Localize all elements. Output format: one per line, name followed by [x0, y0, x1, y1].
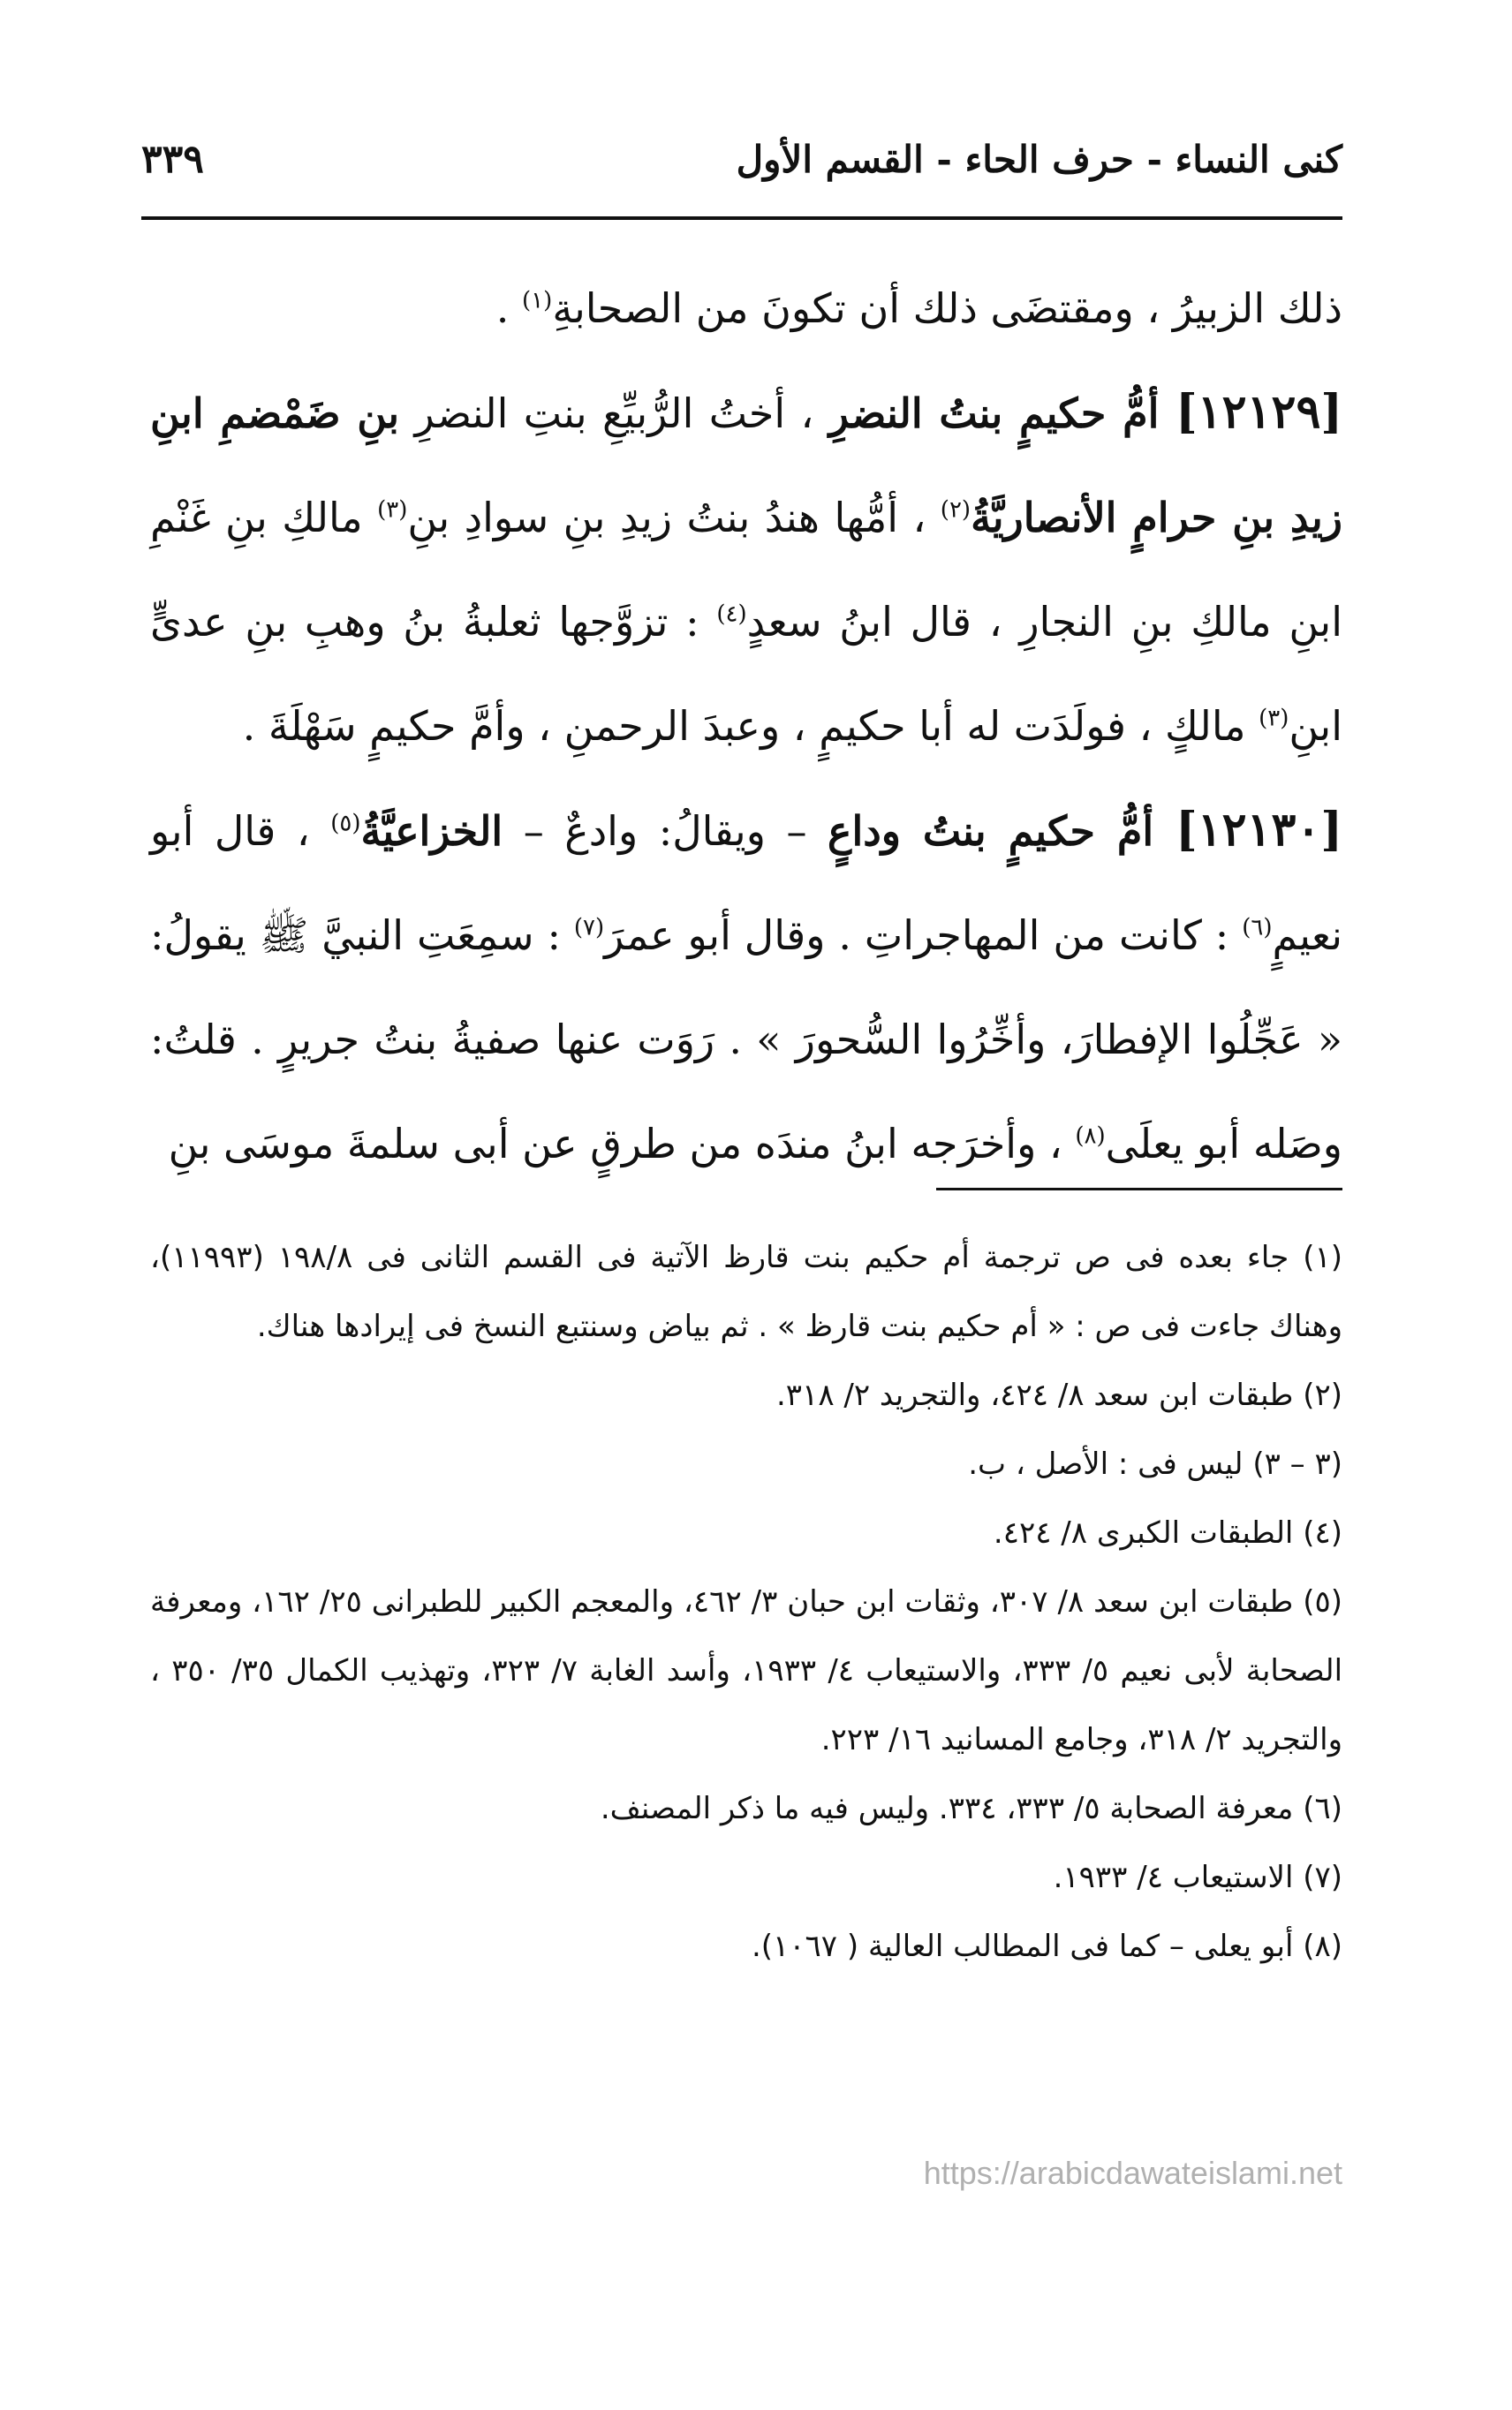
footnote-ref[interactable]: (٤) — [716, 601, 747, 628]
running-head: كنى النساء - حرف الحاء - القسم الأول — [736, 137, 1342, 181]
footnote-ref[interactable]: (٧) — [573, 914, 605, 941]
footnote-ref[interactable]: (١) — [522, 287, 553, 314]
footnote-1: (١) جاء بعده فى ص ترجمة أم حكيم بنت قارظ الآتية فى القسم الثانى فى ١٩٨/٨ (١١٩٩٣)، وهناك جاءت فى ص : « أم حكيم بنت قارظ » . ثم بياض وسنتبع النسخ فى إيرادها هناك. — [150, 1240, 1342, 1344]
footnote-ref[interactable]: (٢) — [940, 496, 971, 524]
footnote-ref[interactable]: (٦) — [1242, 914, 1273, 941]
watermark-url: https://arabicdawateislami.net — [923, 2155, 1342, 2191]
footnote-ref[interactable]: (٥) — [330, 810, 361, 837]
entry-number: [١٢١٣٠] — [1176, 803, 1342, 857]
footnote-7: (٧) الاستيعاب ٤/ ١٩٣٣. — [1053, 1860, 1342, 1895]
entry-name: أمُّ حكيمٍ بنتُ النضرِ — [828, 389, 1176, 437]
footnote-ref[interactable]: (٣) — [377, 496, 408, 524]
entry-name: أمُّ حكيمٍ بنتُ وداعٍ — [828, 807, 1176, 855]
entry-12130: [١٢١٣٠] أمُّ حكيمٍ بنتُ وداعٍ – ويقالُ: وادعٌ – الخزاعيَّةُ$^{(٥)}$ ، قال أبو نعيمٍ$^{(٦)}$ : كانت من المهاجراتِ . وقال أبو عمرَ$^{(٧)}$ : سمِعَتِ النبيَّ ﷺ يقولُ: « عَجِّلُوا الإفطارَ، وأخِّرُوا السُّحورَ » . رَوَت عنها صفيةُ بنتُ جريرٍ . قلتُ: وصَله أبو يعلَى$^{(٨)}$ ، وأخرَجه ابنُ مندَه من طرقٍ عن أبى سلمةَ موسَى بنِ — [150, 803, 1343, 1167]
entry-number: [١٢١٢٩] — [1176, 385, 1342, 439]
footnote-ref[interactable]: (٣) — [1259, 705, 1289, 732]
page-header — [141, 128, 1342, 190]
footnote-2: (٢) طبقات ابن سعد ٨/ ٤٢٤، والتجريد ٢/ ٣١٨. — [775, 1378, 1342, 1413]
page-number: ٣٣٩ — [141, 136, 204, 182]
footnote-4: (٤) الطبقات الكبرى ٨/ ٤٢٤. — [993, 1515, 1342, 1551]
main-text — [150, 256, 1342, 1196]
footnote-5: (٥) طبقات ابن سعد ٨/ ٣٠٧، وثقات ابن حبان ٣/ ٤٦٢، والمعجم الكبير للطبرانى ٢٥/ ١٦٢، ومعرفة الصحابة لأبى نعيم ٥/ ٣٣٣، والاستيعاب ٤/ ١٩٣٣، وأسد الغابة ٧/ ٣٢٣، وتهذيب الكمال ٣٥/ ٣٥٠ ، والتجريد ٢/ ٣١٨، وجامع المسانيد ١٦/ ٢٢٣. — [150, 1584, 1343, 1757]
entry-12129: [١٢١٢٩] أمُّ حكيمٍ بنتُ النضرِ ، أختُ الرُّبيِّعِ بنتِ النضرِ بنِ ضَمْضمِ ابنِ زيدِ بنِ حرامٍ الأنصاريَّةُ$^{(٢)}$ ، أمُّها هندُ بنتُ زيدِ بنِ سوادِ بنِ$^{(٣)}$ مالكِ بنِ غَنْمِ ابنِ مالكِ بنِ النجارِ ، قال ابنُ سعدٍ$^{(٤)}$ : تزوَّجها ثعلبةُ بنُ وهبِ بنِ عدىٍّ ابنِ$^{(٣)}$ مالكٍ ، فولَدَت له أبا حكيمٍ ، وعبدَ الرحمنِ ، وأمَّ حكيمٍ سَهْلَةَ . — [150, 385, 1343, 750]
footnotes — [150, 1223, 1342, 1981]
footnote-6: (٦) معرفة الصحابة ٥/ ٣٣٣، ٣٣٤. وليس فيه ما ذكر المصنف. — [600, 1791, 1342, 1826]
footnote-separator — [936, 1188, 1342, 1190]
footnote-3: (٣ – ٣) ليس فى : الأصل ، ب. — [968, 1447, 1342, 1482]
header-rule — [141, 216, 1342, 220]
footnote-ref[interactable]: (٨) — [1075, 1122, 1106, 1150]
continuation-paragraph: ذلك الزبيرُ ، ومقتضَى ذلك أن تكونَ من الصحابةِ$^{(١)}$ . — [495, 284, 1342, 332]
footnote-8: (٨) أبو يعلى – كما فى المطالب العالية ( ١٠٦٧). — [751, 1929, 1342, 1964]
